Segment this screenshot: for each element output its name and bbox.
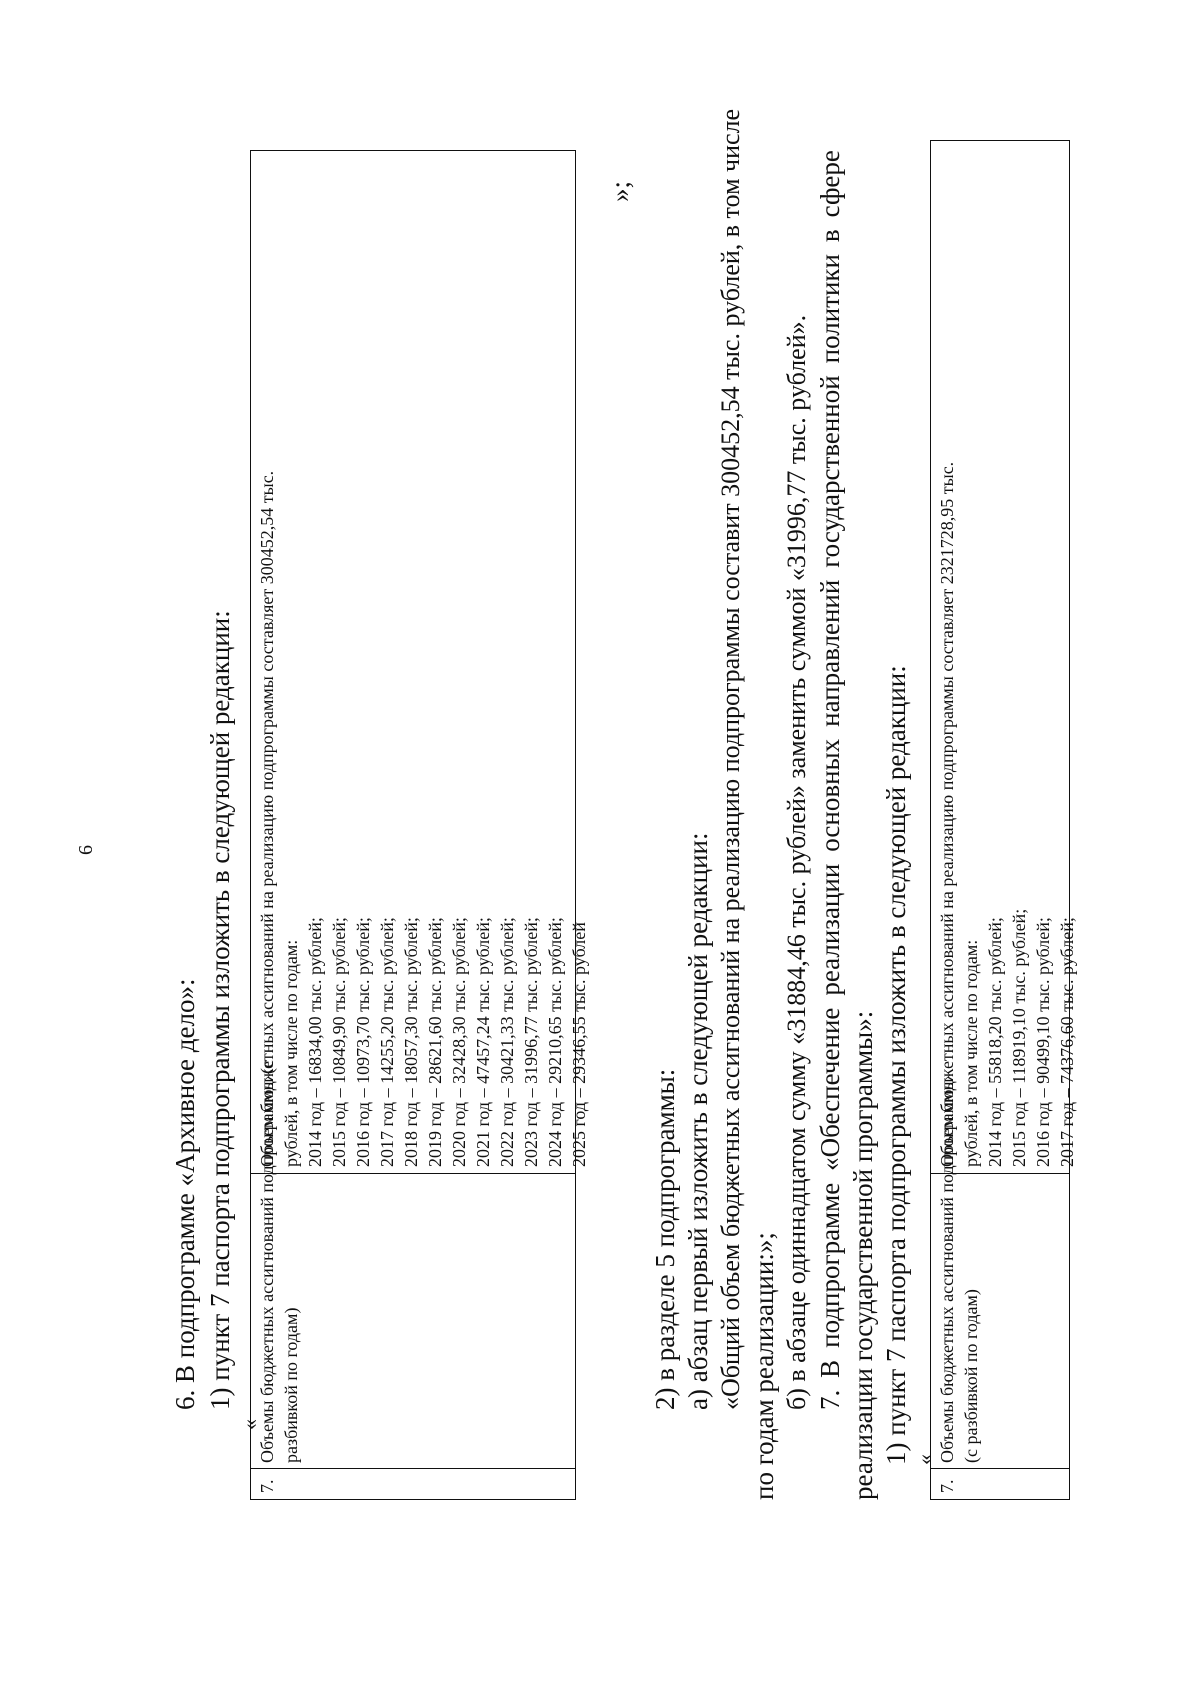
year-item: 2023 год – 31996,77 тыс. рублей; — [521, 917, 541, 1167]
open-quote: « — [237, 1419, 262, 1430]
year-item: 2016 год – 90499,10 тыс. рублей; — [1033, 917, 1053, 1167]
year-item: 2017 год – 74376,60 тыс. рублей; — [1057, 917, 1077, 1167]
total-line1: Объем бюджетных ассигнований на реализацию подпрограммы составляет 2321728,95 тыс. — [937, 461, 957, 1167]
column-divider — [931, 1468, 1069, 1469]
year-item: 2014 год – 16834,00 тыс. рублей; — [305, 917, 325, 1167]
year-list — [983, 909, 1079, 1167]
word: реализации — [815, 863, 845, 996]
row-label-line1: Объемы бюджетных ассигнований подпрограммы (с — [257, 1059, 277, 1463]
year-item: 2015 год – 10849,90 тыс. рублей; — [329, 917, 349, 1167]
total-line2: рублей, в том числе по годам: — [281, 939, 301, 1167]
word: «Обеспечение — [815, 1007, 845, 1171]
word: политики — [815, 254, 845, 364]
budget-table-archive — [250, 150, 589, 1500]
row-number: 7. — [937, 1479, 957, 1493]
word: государственной — [815, 375, 845, 568]
word: подпрограмме — [815, 1182, 845, 1348]
section2-line6 — [815, 150, 845, 1410]
word: в — [815, 229, 845, 243]
word: В — [815, 1359, 845, 1378]
section2-line7: реализации государственной программы»: — [848, 1010, 878, 1500]
section-instruction: 1) пункт 7 паспорта подпрограммы изложить в следующей редакции: — [205, 610, 235, 1410]
year-item: 2019 год – 28621,60 тыс. рублей; — [425, 917, 445, 1167]
total-line2: рублей, в том числе по годам: — [961, 939, 981, 1167]
word: сфере — [815, 150, 845, 218]
total-line1: Объем бюджетных ассигнований на реализацию подпрограммы составляет 300452,54 тыс. — [257, 470, 277, 1167]
section2-line3: «Общий объем бюджетных ассигнований на реализацию подпрограммы составит 300452,54 тыс. рублей, в том числе — [716, 108, 745, 1410]
section2-line5: б) в абзаце одиннадцатом сумму «31884,46 тыс. рублей» заменить суммой «31996,77 тыс. рублей». — [782, 314, 811, 1410]
page-number: 6 — [75, 845, 97, 855]
rotated-page — [20, 40, 1180, 1640]
year-item: 2022 год – 30421,33 тыс. рублей; — [497, 917, 517, 1167]
section-heading-archive: 6. В подпрограмме «Архивное дело»: — [170, 978, 200, 1410]
row-label-line2: разбивкой по годам) — [281, 1307, 301, 1463]
section2-line8: 1) пункт 7 паспорта подпрограммы изложить в следующей редакции: — [881, 665, 911, 1465]
row-label-line1: Объемы бюджетных ассигнований подпрограммы — [937, 1078, 957, 1463]
year-item: 2021 год – 47457,24 тыс. рублей; — [473, 917, 493, 1167]
row-label-line2: (с разбивкой по годам) — [961, 1289, 981, 1463]
year-item: 2017 год – 14255,20 тыс. рублей; — [377, 917, 397, 1167]
word: основных — [815, 738, 845, 852]
budget-table-support — [930, 140, 1077, 1500]
year-item: 2015 год – 118919,10 тыс. рублей; — [1009, 908, 1029, 1167]
year-item: 2020 год – 32428,30 тыс. рублей; — [449, 917, 469, 1167]
close-quote: »; — [605, 180, 635, 202]
word: направлений — [815, 579, 845, 727]
word: 7. — [815, 1389, 845, 1410]
year-item: 2018 год – 18057,30 тыс. рублей; — [401, 917, 421, 1167]
row-number: 7. — [257, 1479, 277, 1493]
year-item: 2016 год – 10973,70 тыс. рублей; — [353, 917, 373, 1167]
section2-line1: 2) в разделе 5 подпрограммы: — [650, 1068, 680, 1410]
year-item: 2024 год – 29210,65 тыс. рублей; — [545, 917, 565, 1167]
column-divider — [251, 1468, 575, 1469]
year-item: 2025 год – 29346,55 тыс. рублей — [569, 922, 589, 1167]
column-divider — [251, 1173, 575, 1174]
open-quote-2: « — [912, 1454, 937, 1465]
year-item: 2014 год – 55818,20 тыс. рублей; — [985, 917, 1005, 1167]
year-list — [303, 917, 591, 1167]
section2-line2: а) абзац первый изложить в следующей редакции: — [683, 832, 713, 1410]
section2-line4: по годам реализации:»; — [749, 1232, 779, 1500]
